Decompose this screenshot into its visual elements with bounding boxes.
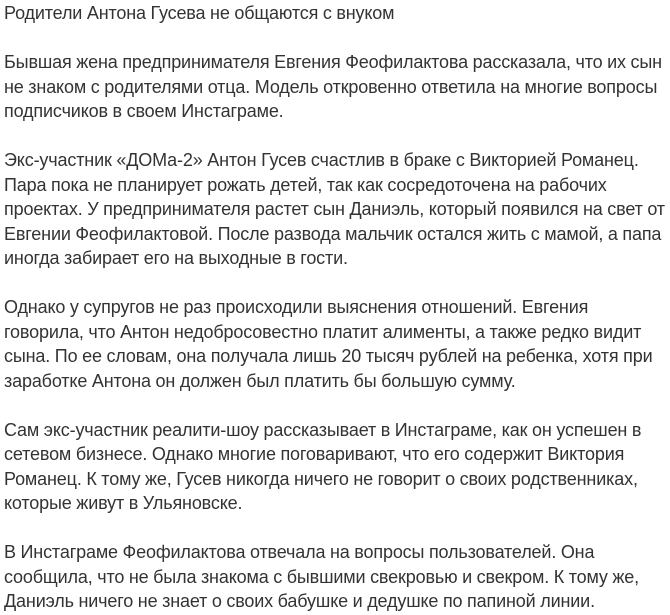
- article: [4, 0, 668, 614]
- article-paragraph-2: Экс-участник «ДОМа-2» Антон Гусев счастлив в браке с Викторией Романец. Пара пока не планирует рожать детей, так как сосредоточена на рабочих проектах. У предпринимателя растет сын Даниэль, который появился на свет от Евгении Феофилактовой. После развода мальчик остался жить с мамой, а папа иногда забирает его на выходные в гости.: [4, 150, 665, 268]
- article-paragraph-4: Сам экс-участник реалити-шоу рассказывает в Инстаграме, как он успешен в сетевом бизнесе. Однако многие поговаривают, что его содержит Виктория Романец. К тому же, Гусев никогда ничего не говорит о своих родственниках, которые живут в Ульяновске.: [4, 419, 642, 513]
- article-paragraph-3: Однако у супругов не раз происходили выяснения отношений. Евгения говорила, что Антон недобросовестно платит алименты, а также редко видит сына. По ее словам, она получала лишь 20 тысяч рублей на ребенка, хотя при заработке Антона он должен был платить бы большую сумму.: [4, 297, 653, 391]
- article-title: Родители Антона Гусева не общаются с внуком: [4, 3, 395, 23]
- article-paragraph-5: В Инстаграме Феофилактова отвечала на вопросы пользователей. Она сообщила, что не была знакома с бывшими свекровью и свекром. К тому же, Даниэль ничего не знает о своих бабушке и дедушке по папиной линии.: [4, 542, 640, 611]
- article-paragraph-1: Бывшая жена предпринимателя Евгения Феофилактова рассказала, что их сын не знаком с родителями отца. Модель откровенно ответила на многие вопросы подписчиков в своем Инстаграме.: [4, 52, 662, 121]
